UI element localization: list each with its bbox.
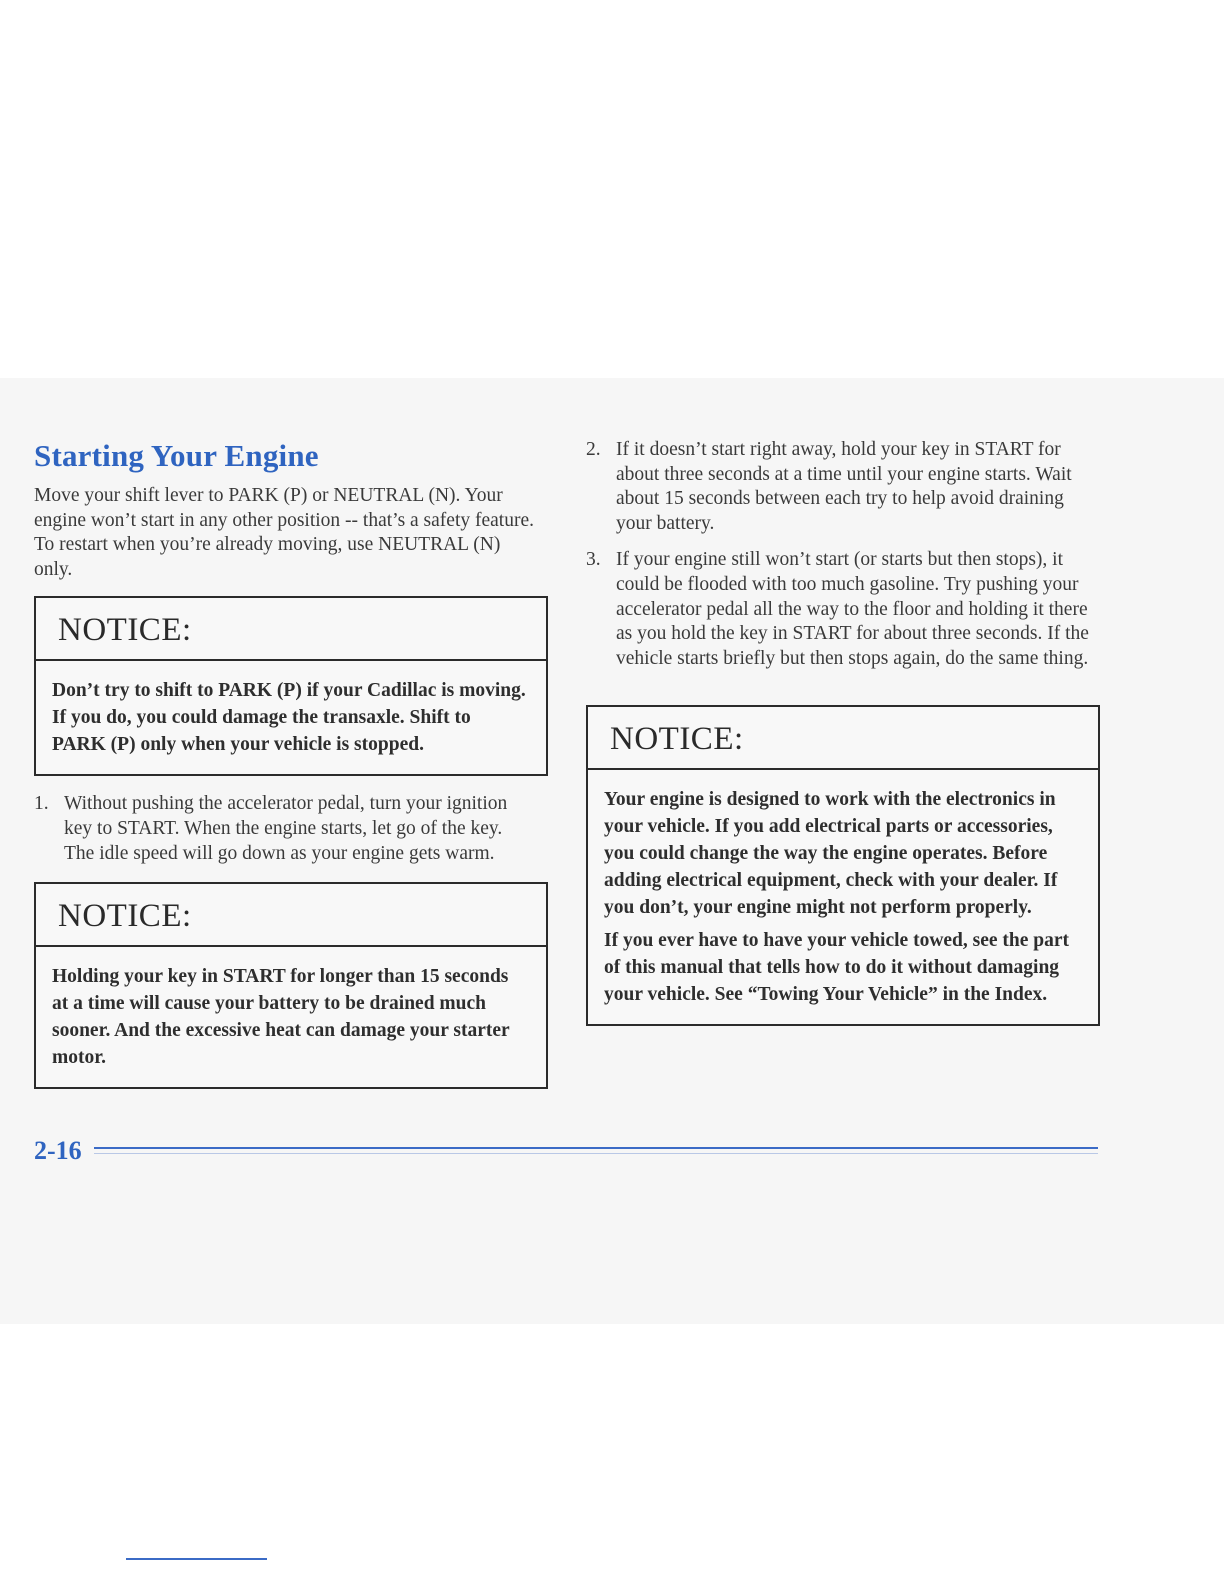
step-item (34, 792, 522, 866)
notice-box-start (34, 882, 548, 1089)
intro-paragraph: Move your shift lever to PARK (P) or NEUTRAL (N). Your engine won’t start in any other position -- that’s a safety feature. To restart when you’re already moving, use NEUTRAL (N) only. (34, 485, 534, 580)
left-column (34, 438, 548, 1089)
notice-heading: NOTICE: (36, 598, 546, 661)
notice-text: Don’t try to shift to PARK (P) if your Cadillac is moving. If you do, you could damage the transaxle. Shift to PARK (P) only when your vehicle is stopped. (52, 680, 526, 756)
right-column (586, 438, 1102, 1026)
step-text: If it doesn’t start right away, hold your key in START for about three seconds at a time until your engine starts. Wait about 15 seconds between each try to help avoid draining your battery. (616, 439, 1072, 534)
notice-heading: NOTICE: (36, 884, 546, 947)
footer-rule-secondary (94, 1153, 1098, 1154)
step-text: If your engine still won’t start (or starts but then stops), it could be flooded with too much gasoline. Try pushing your accelerator pedal all the way to the floor and holding it there as you hold the key in START for about three seconds. If the vehicle starts briefly but then stops again, do the same thing. (616, 549, 1089, 669)
step-item (586, 438, 1102, 536)
step-number: 3. (586, 549, 601, 571)
notice-text: If you ever have to have your vehicle towed, see the part of this manual that tells how to do it without damaging your vehicle. See “Towing Your Vehicle” in the Index. (604, 930, 1070, 1006)
step-item (586, 548, 1102, 671)
bottom-accent-rule (126, 1558, 267, 1560)
step-text: Without pushing the accelerator pedal, turn your ignition key to START. When the engine starts, let go of the key. The idle speed will go down as your engine gets warm. (64, 793, 508, 864)
notice-text: Your engine is designed to work with the electronics in your vehicle. If you add electrical parts or accessories, you could change the way the engine operates. Before adding electrical equipment, check with your dealer. If you don’t, your engine might not perform properly. (604, 789, 1058, 919)
notice-body (36, 661, 546, 774)
footer-rule (94, 1147, 1098, 1149)
page-title: Starting Your Engine (34, 438, 319, 473)
page-number: 2-16 (34, 1136, 82, 1165)
notice-body (588, 770, 1098, 1024)
step-number: 2. (586, 439, 601, 460)
notice-text: Holding your key in START for longer than 15 seconds at a time will cause your battery to be drained much sooner. And the excessive heat can damage your starter motor. (52, 966, 510, 1069)
step-number: 1. (34, 793, 49, 815)
notice-body (36, 947, 546, 1087)
notice-box-park (34, 596, 548, 776)
notice-box-electronics (586, 705, 1100, 1026)
notice-heading: NOTICE: (588, 707, 1098, 770)
